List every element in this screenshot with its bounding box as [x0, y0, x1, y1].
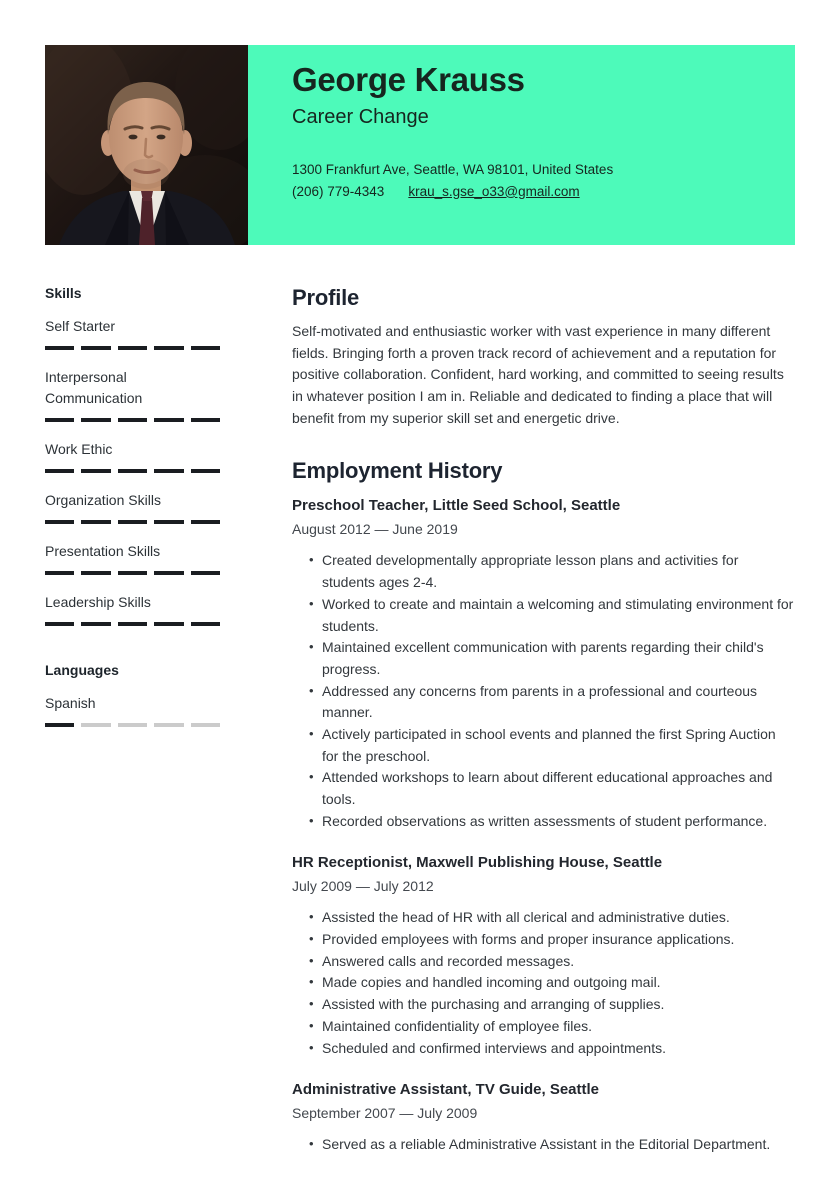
skill-level-bar [45, 571, 220, 575]
skill-level-segment [191, 346, 220, 350]
skill-label: Leadership Skills [45, 594, 151, 610]
skill-level-segment [81, 418, 110, 422]
job-bullet: • Provided employees with forms and proper insurance applications. [322, 929, 795, 951]
skill-level-segment [118, 622, 147, 626]
resume-body [45, 285, 795, 1178]
job-bullet-list [292, 1134, 795, 1156]
job-bullet: • Addressed any concerns from parents in a professional and courteous manner. [322, 681, 795, 724]
skill-item [45, 316, 220, 350]
skill-item [45, 490, 220, 524]
job-title: Preschool Teacher, Little Seed School, Seattle [292, 497, 621, 515]
skill-level-bar [45, 622, 220, 626]
skill-level-segment [81, 723, 110, 727]
employment-section-title: Employment History [292, 458, 503, 484]
profile-section-title: Profile [292, 285, 360, 310]
job-bullet: • Maintained excellent communication with parents regarding their child's progress. [322, 637, 795, 680]
skill-level-segment [45, 571, 74, 575]
skill-level-segment [45, 346, 74, 350]
skill-label: Work Ethic [45, 441, 113, 457]
job-headline: Career Change [292, 105, 429, 128]
skill-level-segment [118, 346, 147, 350]
skill-level-segment [45, 418, 74, 422]
skill-level-segment [191, 723, 220, 727]
skill-level-bar [45, 418, 220, 422]
job-bullet: • Actively participated in school events and planned the first Spring Auction for the preschool. [322, 724, 795, 767]
job-bullet: • Made copies and handled incoming and outgoing mail. [322, 972, 795, 994]
header-hero [248, 45, 795, 245]
skill-level-segment [191, 622, 220, 626]
skill-item [45, 367, 220, 422]
main-column [292, 285, 795, 1178]
phone: (206) 779-4343 [292, 183, 385, 199]
skill-level-segment [154, 622, 183, 626]
skill-label: Spanish [45, 695, 96, 711]
profile-text: Self-motivated and enthusiastic worker with vast experience in many different fields. Bringing forth a proven track record of achievement and a reputation for positive collaboration. Confident, hard working, and committed to seeing results in whatever position I am in. Reliable and dedicated to finding a place that will benefit from my superior skill set and energetic drive. [292, 323, 784, 426]
job-bullet-list [292, 907, 795, 1059]
skill-level-segment [81, 469, 110, 473]
skill-item [45, 592, 220, 626]
job-entry [292, 854, 795, 1059]
skill-level-segment [191, 571, 220, 575]
job-bullet: • Created developmentally appropriate lesson plans and activities for students ages 2-4. [322, 550, 795, 593]
job-bullet: • Scheduled and confirmed interviews and appointments. [322, 1038, 795, 1060]
skill-level-segment [81, 622, 110, 626]
skill-level-segment [154, 469, 183, 473]
skill-item [45, 541, 220, 575]
skill-level-segment [191, 418, 220, 422]
skill-level-segment [191, 520, 220, 524]
skill-label: Interpersonal Communication [45, 369, 143, 406]
skill-level-bar [45, 346, 220, 350]
skill-item [45, 439, 220, 473]
skill-level-segment [81, 520, 110, 524]
email-link[interactable]: krau_s.gse_o33@gmail.com [408, 183, 580, 199]
skill-level-segment [118, 418, 147, 422]
skill-level-segment [154, 346, 183, 350]
job-dates: September 2007 — July 2009 [292, 1105, 478, 1122]
sidebar [45, 285, 220, 1178]
skill-item [45, 693, 220, 727]
skills-section-title: Skills [45, 285, 82, 301]
headshot-photo-illustration [45, 45, 248, 245]
job-dates: July 2009 — July 2012 [292, 878, 434, 895]
resume-header [45, 45, 795, 245]
languages-list [45, 693, 220, 727]
job-title: HR Receptionist, Maxwell Publishing House, Seattle [292, 854, 663, 872]
languages-section-title: Languages [45, 662, 119, 678]
skill-level-segment [154, 571, 183, 575]
contact-row [292, 181, 771, 203]
skill-level-segment [45, 469, 74, 473]
skills-list [45, 316, 220, 626]
job-bullet: • Served as a reliable Administrative Assistant in the Editorial Department. [322, 1134, 795, 1156]
job-bullet: • Answered calls and recorded messages. [322, 951, 795, 973]
skill-label: Organization Skills [45, 492, 161, 508]
skill-label: Self Starter [45, 318, 116, 334]
job-bullet-list [292, 550, 795, 832]
skill-level-segment [154, 520, 183, 524]
job-entry [292, 1081, 795, 1156]
skill-level-segment [81, 571, 110, 575]
job-bullet: • Recorded observations as written assessments of student performance. [322, 811, 795, 833]
job-bullet: • Assisted the head of HR with all clerical and administrative duties. [322, 907, 795, 929]
job-bullet: • Attended workshops to learn about different educational approaches and tools. [322, 767, 795, 810]
name: George Krauss [292, 61, 525, 98]
contact-block [292, 159, 771, 203]
skill-level-bar [45, 469, 220, 473]
skill-level-segment [81, 346, 110, 350]
jobs-list [292, 497, 795, 1155]
skill-level-segment [154, 418, 183, 422]
skill-level-segment [118, 469, 147, 473]
job-bullet: • Maintained confidentiality of employee files. [322, 1016, 795, 1038]
skill-level-segment [45, 622, 74, 626]
skill-level-segment [154, 723, 183, 727]
address: 1300 Frankfurt Ave, Seattle, WA 98101, United States [292, 161, 614, 177]
skills-section [45, 285, 220, 626]
skill-level-segment [118, 723, 147, 727]
job-bullet: • Worked to create and maintain a welcoming and stimulating environment for students. [322, 594, 795, 637]
skill-level-segment [118, 571, 147, 575]
skill-label: Presentation Skills [45, 543, 161, 559]
skill-level-segment [118, 520, 147, 524]
job-dates: August 2012 — June 2019 [292, 521, 458, 538]
skill-level-segment [191, 469, 220, 473]
skill-level-bar [45, 520, 220, 524]
languages-section [45, 662, 220, 727]
skill-level-segment [45, 723, 74, 727]
headshot-photo [45, 45, 248, 245]
skill-level-bar [45, 723, 220, 727]
skill-level-segment [45, 520, 74, 524]
job-title: Administrative Assistant, TV Guide, Seattle [292, 1081, 600, 1099]
job-entry [292, 497, 795, 832]
job-bullet: • Assisted with the purchasing and arranging of supplies. [322, 994, 795, 1016]
